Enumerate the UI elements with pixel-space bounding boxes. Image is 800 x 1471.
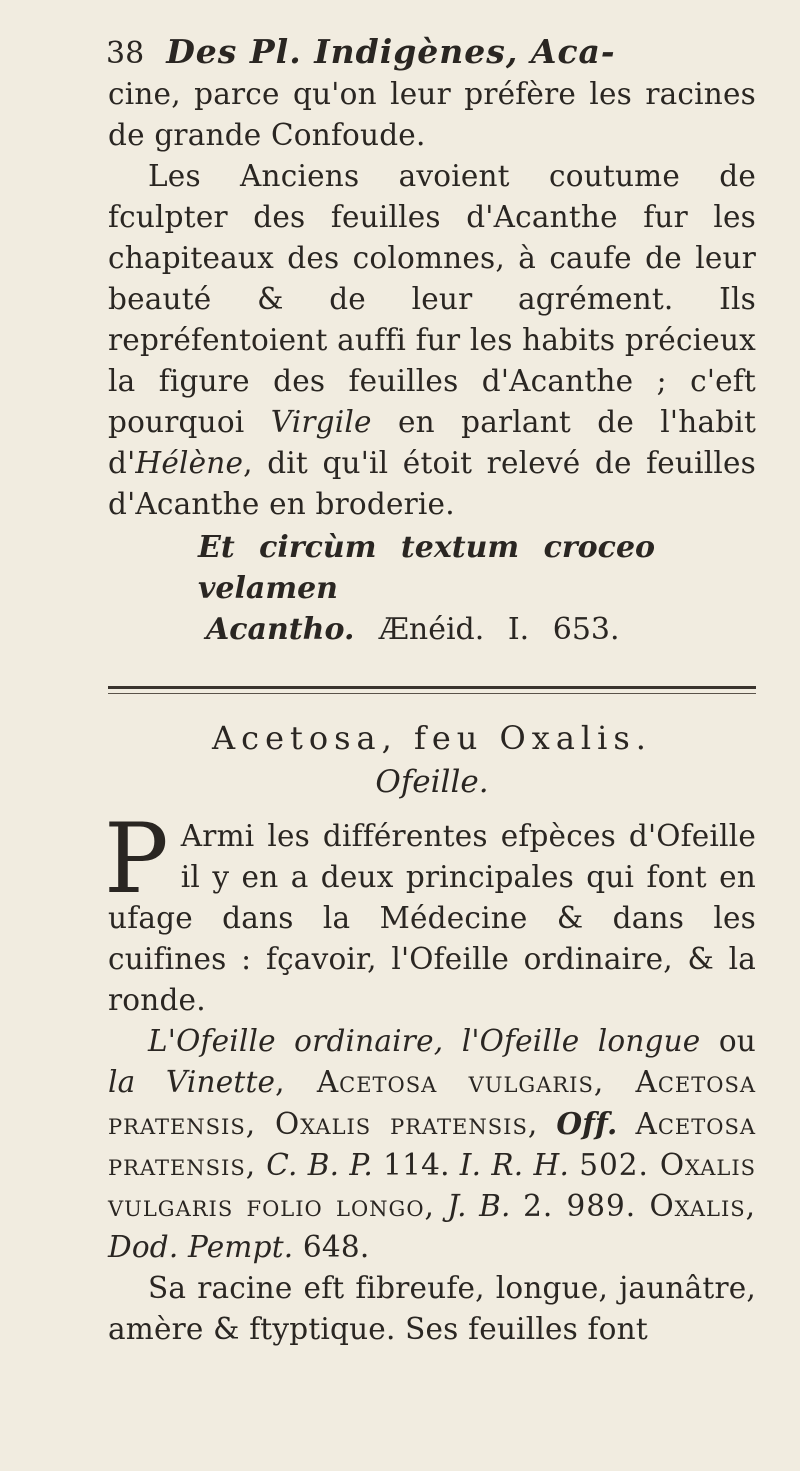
ref-number: 648. [302,1230,370,1264]
section-subtitle: Ofeille. [375,764,489,800]
paragraph-acanthe [108,156,756,525]
latin-synonym: Acetosa pratensis, [108,1107,757,1182]
latin-quote [108,527,756,650]
section-divider [108,686,756,694]
ref-cbp: C. B. P. [266,1148,373,1182]
name-helene: Hélène [135,446,244,480]
paragraph-racine: Sa racine eft fibreufe, longue, jaunâtre, amère & ftyptique. Ses feuilles font [108,1271,756,1346]
paragraph-text: Les Anciens avoient coutume de fculpter des feuilles d'Acanthe fur les chapiteaux des colomnes, à caufe de leur beauté & de leur agrément. Ils repréfentoient auffi fur les habits précieux la figure des feuilles d'Acanthe ; c'eft pourquoi [108,159,756,439]
page-number: 38 [106,36,145,71]
common-names: L'Ofeille ordinaire, l'Ofeille longue [148,1024,701,1058]
paragraph-text: en parlant de l'habit d' [108,405,757,480]
abbrev-off: Off. [556,1106,618,1141]
quote-line-1: Et circùm textum croceo velamen [198,530,656,606]
drop-cap: P [104,803,169,915]
running-title: Des Pl. Indigènes, Aca- [166,32,616,71]
ref-dod: Dod. Pempt. [108,1230,294,1264]
paragraph-especes [104,803,756,1021]
text-block [108,74,756,525]
quote-text: Acantho. [206,612,355,647]
quote-line-2 [108,609,756,650]
running-head [106,30,756,74]
paragraph-text: Armi les différentes efpèces d'Ofeille il y en a deux principales qui font en ufage dans la Médecine & dans les cuifines : fçavoir, l'Ofeille ordinaire, & la ronde. [108,819,756,1017]
quote-reference: Ænéid. I. 653. [378,612,620,647]
paragraph-text: , dit qu'il étoit relevé de feuilles d'Acanthe en broderie. [108,446,756,521]
paragraph-continuation: cine, parce qu'on leur préfère les racines de grande Confoude. [108,77,756,152]
ref-number: 2. 989. Oxalis, [523,1189,757,1223]
section-body [104,803,757,1350]
ref-irh: I. R. H. [459,1148,570,1182]
ref-number: 114. [383,1148,450,1182]
common-name-vinette: la Vinette [108,1065,276,1099]
latin-synonyms: , Acetosa vulgaris, Acetosa pratensis, Oxalis pratensis, [108,1065,756,1141]
conjunction: ou [718,1024,757,1058]
name-virgile: Virgile [270,405,372,439]
ref-jb: J. B. [447,1189,511,1223]
paragraph-synonyms [108,1021,756,1268]
ref-number: 502. Oxalis vulgaris folio longo, [108,1148,757,1223]
section-title: Acetosa, feu Oxalis. [212,719,652,757]
